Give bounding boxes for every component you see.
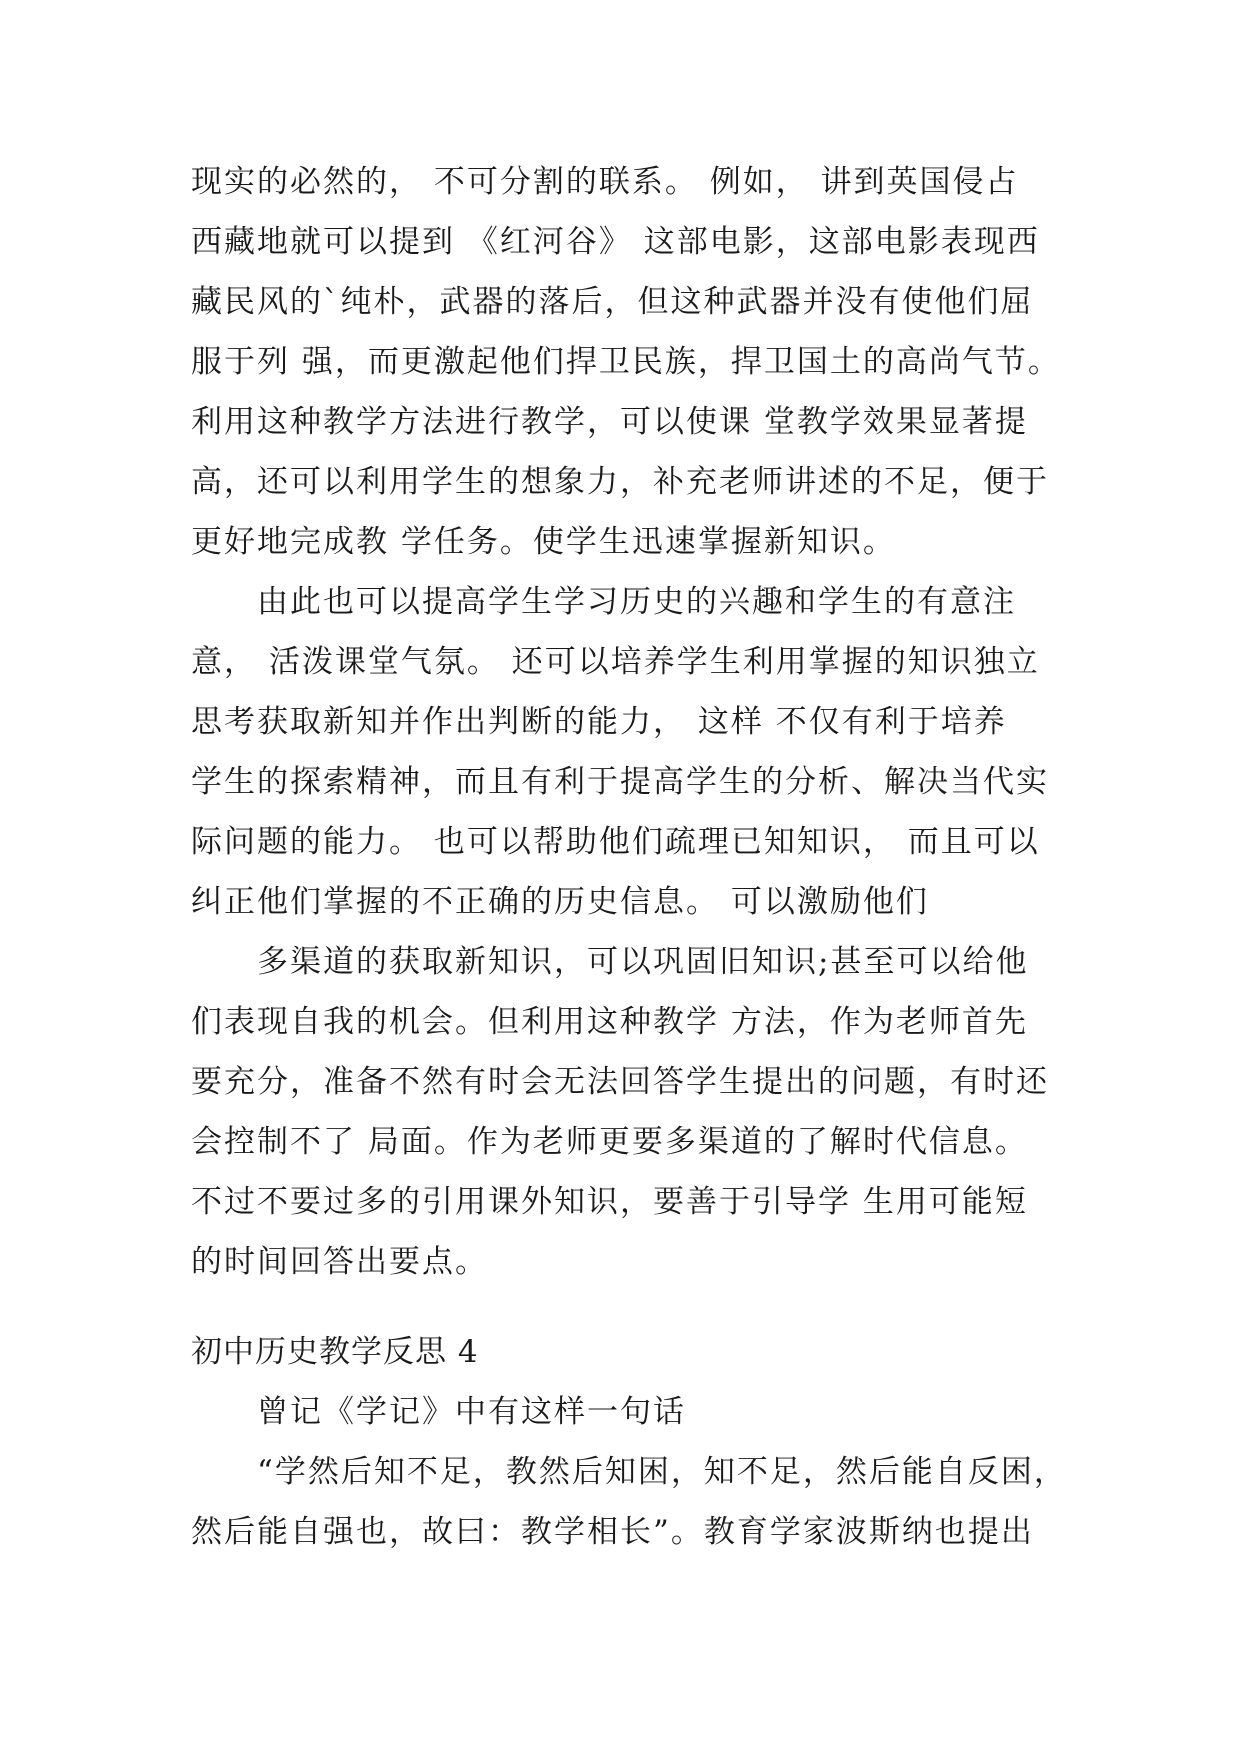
text-line: 纠正他们掌握的不正确的历史信息。 可以激励他们	[191, 884, 929, 920]
text-line: 然后能自强也，故曰：教学相长”。教育学家波斯纳也提出	[191, 1514, 1034, 1550]
paragraph-2	[191, 572, 1061, 932]
paragraph-1	[191, 152, 1061, 572]
text-line: 会控制不了 局面。作为老师更要多渠道的了解时代信息。	[191, 1124, 1028, 1160]
text-line: 服于列 强，而更激起他们捍卫民族，捍卫国土的高尚气节。	[191, 344, 1061, 380]
text-line: 的时间回答出要点。	[191, 1244, 488, 1280]
paragraph-4	[191, 1382, 1061, 1442]
text-line: 要充分，准备不然有时会无法回答学生提出的问题，有时还	[191, 1064, 1049, 1100]
text-line: 思考获取新知并作出判断的能力， 这样 不仅有利于培养	[191, 704, 1007, 740]
text-line: “学然后知不足，教然后知困，知不足，然后能自反困，	[257, 1454, 1067, 1490]
paragraph-5	[191, 1442, 1067, 1562]
text-line: 际问题的能力。 也可以帮助他们疏理已知知识， 而且可以	[191, 824, 1040, 860]
text-line: 由此也可以提高学生学习历史的兴趣和学生的有意注	[257, 584, 1016, 620]
paragraph-3	[191, 932, 1061, 1292]
text-line: 多渠道的获取新知识，可以巩固旧知识;甚至可以给他	[257, 944, 1029, 980]
section-heading: 初中历史教学反思 4	[191, 1334, 479, 1370]
text-line: 们表现自我的机会。但利用这种教学 方法，作为老师首先	[191, 1004, 1028, 1040]
text-line: 更好地完成教 学任务。使学生迅速掌握新知识。	[191, 524, 896, 560]
text-line: 学生的探索精神，而且有利于提高学生的分析、解决当代实	[191, 764, 1049, 800]
text-line: 西藏地就可以提到 《红河谷》 这部电影，这部电影表现西	[191, 224, 1040, 260]
text-line: 不过不要过多的引用课外知识，要善于引导学 生用可能短	[191, 1184, 1028, 1220]
text-line: 高，还可以利用学生的想象力，补充老师讲述的不足，便于	[191, 464, 1049, 500]
text-line: 意， 活泼课堂气氛。 还可以培养学生利用掌握的知识独立	[191, 644, 1040, 680]
text-line: 利用这种教学方法进行教学，可以使课 堂教学效果显著提	[191, 404, 1028, 440]
text-line: 藏民风的`纯朴，武器的落后，但这种武器并没有使他们屈	[191, 284, 1034, 320]
text-line: 现实的必然的， 不可分割的联系。 例如， 讲到英国侵占	[191, 164, 1019, 200]
text-line: 曾记《学记》中有这样一句话	[257, 1394, 686, 1430]
